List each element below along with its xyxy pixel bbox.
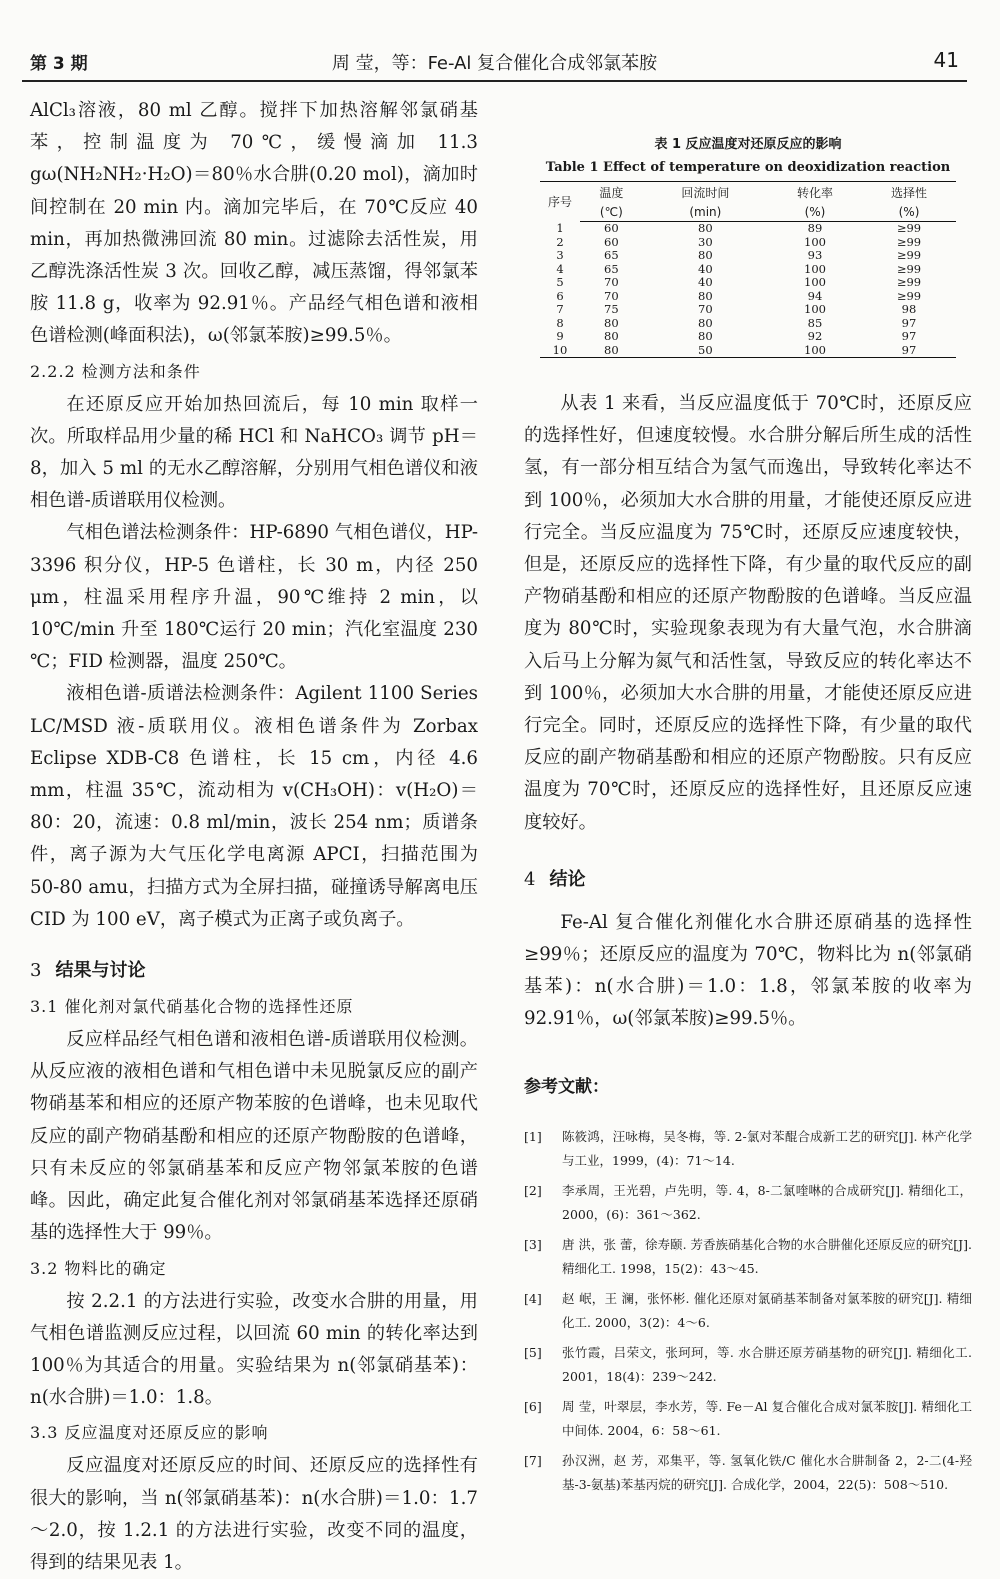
reference-number: [5]: [524, 1344, 542, 1360]
table-cell: 100: [768, 344, 862, 358]
col-unit: (℃): [580, 203, 643, 222]
reference-number: [6]: [524, 1398, 542, 1414]
table-cell: 80: [698, 221, 713, 235]
reference-text: 李承周，王光碧，卢先明，等. 4，8-二氯喹啉的合成研究[J]. 精细化工，2000，(6)：361～362.: [562, 1182, 972, 1222]
table-cell: 80: [698, 248, 713, 262]
reference-text: 周 莹，叶翠层，李水芳，等. Fe－Al 复合催化合成对氯苯胺[J]. 精细化工中间体. 2004，6：58～61.: [562, 1398, 972, 1438]
table-cell: ≥99: [896, 261, 922, 276]
table-cell: 97: [901, 329, 917, 343]
subsection-3-2: 3.2 物料比的确定: [30, 1258, 167, 1278]
reference-item: [524, 1341, 972, 1389]
table-cell: 80: [604, 315, 619, 330]
col-unit: (%): [768, 203, 862, 222]
table-cell: 85: [807, 315, 823, 330]
table-cell: 92: [807, 329, 823, 343]
table-cell: 10: [540, 344, 580, 358]
paragraph-conclusion: Fe-Al 复合催化剂催化水合肼还原硝基的选择性≥99％；还原反应的温度为 70℃，物料比为 n(邻氯硝基苯)：n(水合肼)＝1.0：1.8，邻氯苯胺的收率为 92.91％，ω(邻氯苯胺)≥99.5％。: [524, 911, 972, 1030]
table-row: [540, 263, 956, 277]
subsection-3-1: 3.1 催化剂对氯代硝基化合物的选择性还原: [30, 997, 354, 1017]
reference-item: [524, 1179, 972, 1227]
paragraph-lcms-conditions: 液相色谱-质谱法检测条件：Agilent 1100 Series LC/MSD 液-质联用仪。液相色谱条件为 Zorbax Eclipse XDB-C8 色谱柱，长 15 cm，内径 4.6 mm，柱温 35℃，流动相为 v(CH₃OH)：v(H₂O)＝80：20，流速：0.8 ml/min，波长 254 nm；质谱条件，离子源为大气压化学电离源 APCI，扫描范围为 50-80 amu，扫描方式为全屏扫描，碰撞诱导解离电压 CID 为 100 eV，离子模式为正离子或负离子。: [30, 683, 478, 930]
table-row: [540, 317, 956, 331]
table-row: [540, 276, 956, 290]
section-3-heading: [30, 956, 478, 982]
paragraph-discussion: 从表 1 来看，当反应温度低于 70℃时，还原反应的选择性好，但速度较慢。水合肼分解后所生成的活性氢，有一部分相互结合为氢气而逸出，导致转化率达不到 100％，必须加大水合肼的用量，才能使还原反应进行完全。当反应温度为 75℃时，还原反应速度较快，但是，还原反应的选择性下降，有少量的取代反应的副产物硝基酚和相应的还原产物酚胺的色谱峰。当反应温度为 80℃时，实验现象表现为有大量气泡，水合肼滴入后马上分解为氮气和活性氢，导致反应的转化率达不到 100％，必须加大水合肼的用量，才能使还原反应进行完全。同时，还原反应的选择性下降，有少量的取代反应的副产物硝基酚和相应的还原产物酚胺。只有反应温度为 70℃时，还原反应的选择性好，且还原反应速度较好。: [524, 393, 972, 833]
table-1: [524, 133, 972, 358]
table-cell: 89: [807, 221, 823, 235]
col-unit: (%): [862, 203, 956, 222]
table-cell: 9: [556, 329, 564, 343]
reference-item: [524, 1233, 972, 1281]
reference-item: [524, 1125, 972, 1173]
table-cell: 75: [604, 302, 619, 316]
table-cell: 100: [804, 234, 826, 249]
paragraph-temperature: 反应温度对还原反应的时间、还原反应的选择性有很大的影响，当 n(邻氯硝基苯)：n(水合肼)＝1.0：1.7～2.0，按 1.2.1 的方法进行实验，改变不同的温度，得到的结果见表 1。: [30, 1455, 478, 1573]
reference-text: 赵 岷，王 澜，张怀彬. 催化还原对氯硝基苯制备对氯苯胺的研究[J]. 精细化工. 2000，3(2)：4～6.: [562, 1290, 972, 1330]
table-cell: ≥99: [896, 234, 922, 249]
table-cell: 2: [556, 234, 564, 249]
table-row: [540, 330, 956, 344]
table-cell: 80: [580, 344, 643, 358]
section-title: 结果与讨论: [55, 960, 146, 982]
paragraph-gc-conditions: 气相色谱法检测条件：HP-6890 气相色谱仪，HP-3396 积分仪，HP-5 色谱柱，长 30 m，内径 250 μm，柱温采用程序升温，90℃维持 2 min，以 10℃/min 升至 180℃运行 20 min；汽化室温度 230 ℃；FID 检测器，温度 250℃。: [30, 522, 478, 673]
table-cell: ≥99: [896, 275, 922, 289]
table-row: [540, 222, 956, 236]
references-title: 参考文献：: [524, 1076, 609, 1097]
table-cell: 50: [643, 344, 768, 358]
section-number: 3: [30, 960, 42, 982]
table-cell: 4: [556, 261, 564, 276]
col-header: 转化率: [768, 182, 862, 204]
table-row: [540, 290, 956, 304]
reference-number: [1]: [524, 1128, 542, 1144]
paragraph-sampling: 在还原反应开始加热回流后，每 10 min 取样一次。所取样品用少量的稀 HCl 和 NaHCO₃ 调节 pH＝8，加入 5 ml 的无水乙醇溶解，分别用气相色谱仪和液相色谱-质谱联用仪检测。: [30, 393, 478, 512]
page-number: 41: [933, 48, 959, 72]
issue-label: 第 3 期: [30, 54, 88, 74]
table-cell: 100: [804, 302, 826, 316]
table-cell: 60: [604, 234, 619, 249]
table-cell: 6: [556, 288, 564, 303]
table-cell: ≥99: [896, 221, 922, 235]
table-cell: 97: [862, 344, 956, 358]
col-header: 序号: [540, 182, 580, 222]
table-cell: 30: [698, 234, 713, 249]
left-column: [30, 95, 478, 1579]
table-cell: 98: [901, 302, 917, 316]
reference-text: 陈筱鸿，汪咏梅，吴冬梅，等. 2-氯对苯醌合成新工艺的研究[J]. 林产化学与工业，1999，(4)：71～14.: [562, 1128, 972, 1168]
table-cell: 60: [604, 221, 619, 235]
paragraph-procedure: AlCl₃溶液，80 ml 乙醇。搅拌下加热溶解邻氯硝基苯，控制温度为 70℃，缓慢滴加 11.3 gω(NH₂NH₂·H₂O)＝80％水合肼(0.20 mol)，滴加时间控制在 20 min 内。滴加完毕后，在 70℃反应 40 min，再加热微沸回流 80 min。过滤除去活性炭，用乙醇洗涤活性炭 3 次。回收乙醇，减压蒸馏，得邻氯苯胺 11.8 g，收率为 92.91％。产品经气相色谱和液相色谱检测(峰面积法)，ω(邻氯苯胺)≥99.5％。: [30, 100, 478, 347]
reference-item: [524, 1287, 972, 1335]
running-title: 周 莹，等：Fe-Al 复合催化合成邻氯苯胺: [331, 53, 658, 74]
table-caption-cn: 表 1 反应温度对还原反应的影响: [654, 137, 842, 152]
table-cell: 40: [698, 261, 713, 276]
reference-number: [7]: [524, 1452, 542, 1468]
table-cell: 70: [604, 288, 619, 303]
table-cell: 1: [556, 220, 564, 235]
subsection-3-3: 3.3 反应温度对还原反应的影响: [30, 1423, 269, 1443]
reference-number: [2]: [524, 1182, 542, 1198]
table-cell: 100: [804, 275, 826, 289]
col-header: 选择性: [862, 182, 956, 204]
table-cell: 100: [804, 261, 826, 276]
table-cell: 8: [556, 315, 564, 330]
data-table: [540, 181, 956, 358]
reference-text: 唐 洪，张 蕾，徐寿颐. 芳香族硝基化合物的水合肼催化还原反应的研究[J]. 精细化工. 1998，15(2)：43～45.: [562, 1236, 972, 1276]
table-row: [540, 344, 956, 358]
table-cell: 70: [698, 302, 713, 316]
table-cell: ≥99: [896, 288, 922, 303]
table-cell: 7: [556, 302, 564, 316]
paragraph-ratio: 按 2.2.1 的方法进行实验，改变水合肼的用量，用气相色谱监测反应过程，以回流 60 min 的转化率达到 100％为其适合的用量。实验结果为 n(邻氯硝基苯)：n(水合肼)＝1.0：1.8。: [30, 1290, 478, 1409]
table-cell: 5: [556, 275, 564, 289]
table-caption-en: Table 1 Effect of temperature on deoxidization reaction: [545, 160, 951, 175]
reference-item: [524, 1449, 972, 1497]
reference-text: 孙汉洲，赵 芳，邓集平，等. 氢氧化铁/C 催化水合肼制备 2，2-二(4-羟基-3-氨基)苯基丙烷的研究[J]. 合成化学，2004，22(5)：508～510.: [562, 1452, 972, 1492]
table-cell: 94: [807, 288, 823, 303]
table-cell: 70: [604, 275, 619, 289]
reference-item: [524, 1395, 972, 1443]
subsection-2-2-2: 2.2.2 检测方法和条件: [30, 361, 201, 381]
col-header: 温度: [580, 182, 643, 204]
section-4-heading: [524, 865, 972, 891]
section-title: 结论: [549, 868, 586, 890]
table-row: [540, 303, 956, 317]
table-row: [540, 249, 956, 263]
page-header: [22, 40, 967, 82]
references-list: [524, 1125, 972, 1497]
table-cell: ≥99: [896, 248, 922, 262]
table-cell: 40: [698, 275, 713, 289]
paragraph-selectivity: 反应样品经气相色谱和液相色谱-质谱联用仪检测。从反应液的液相色谱和气相色谱中未见脱氯反应的副产物硝基苯和相应的还原产物苯胺的色谱峰，也未见取代反应的副产物硝基酚和相应的还原产物酚胺的色谱峰，只有未反应的邻氯硝基苯和反应产物邻氯苯胺的色谱峰。因此，确定此复合催化剂对邻氯硝基苯选择还原硝基的选择性大于 99％。: [30, 1029, 478, 1244]
table-cell: 80: [698, 329, 713, 343]
reference-number: [3]: [524, 1236, 542, 1252]
right-column: [524, 95, 972, 1503]
table-cell: 80: [698, 315, 713, 330]
table-cell: 80: [604, 329, 619, 343]
table-cell: 65: [604, 248, 619, 262]
table-row: [540, 236, 956, 250]
table-cell: 97: [901, 315, 917, 330]
table-cell: 93: [807, 248, 823, 262]
reference-number: [4]: [524, 1290, 542, 1306]
col-header: 回流时间: [643, 182, 768, 204]
reference-text: 张竹霞，吕荣文，张珂珂，等. 水合肼还原芳硝基物的研究[J]. 精细化工. 2001，18(4)：239～242.: [562, 1344, 972, 1384]
col-unit: (min): [643, 203, 768, 222]
table-cell: 3: [556, 248, 564, 262]
table-cell: 65: [604, 261, 619, 276]
section-number: 4: [524, 868, 536, 890]
table-cell: 80: [698, 288, 713, 303]
